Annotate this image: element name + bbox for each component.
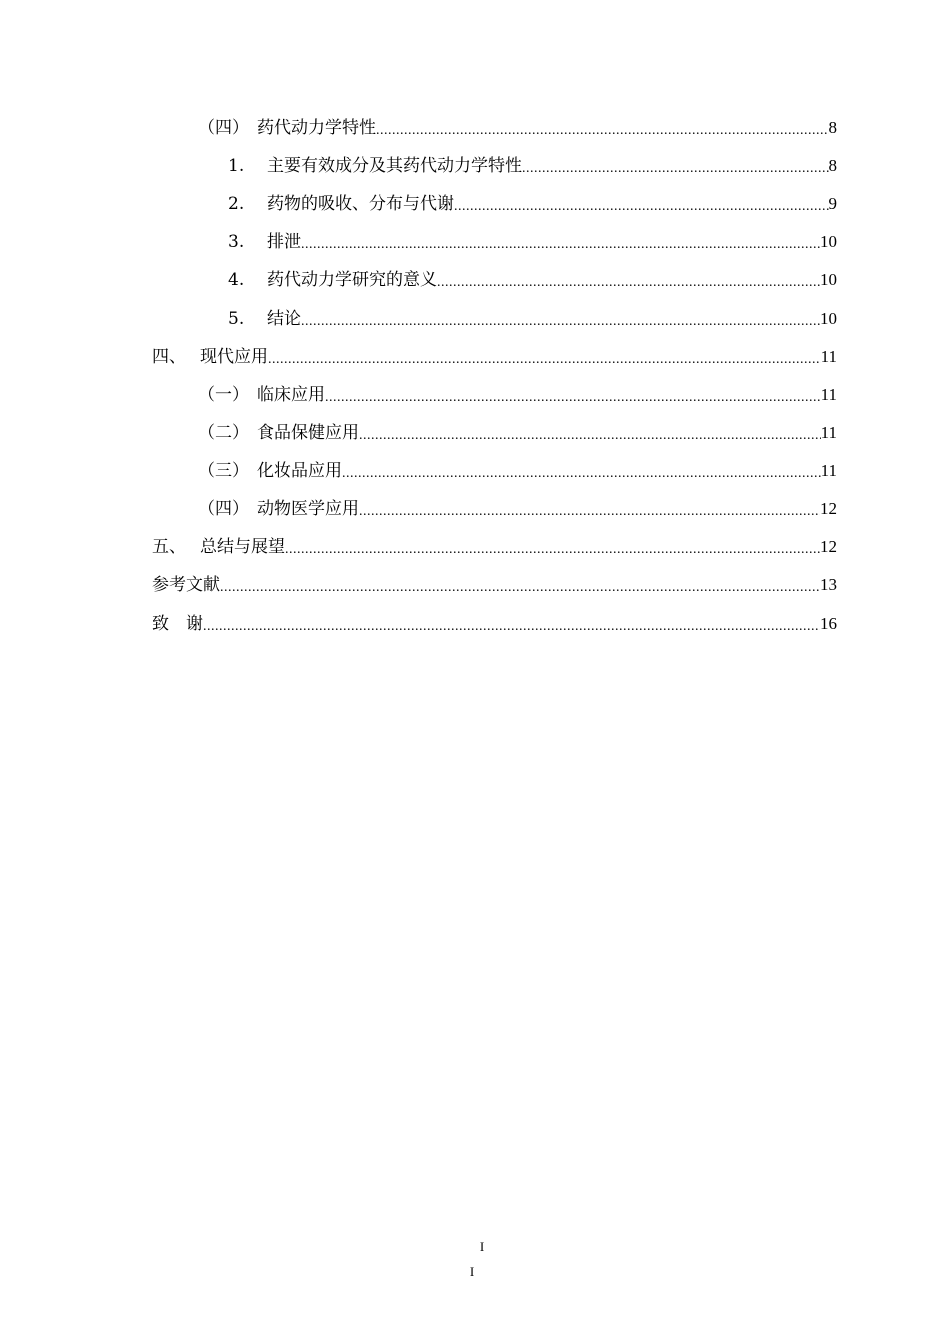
- toc-entry-number: （三）: [198, 461, 249, 481]
- toc-dot-leader: [437, 271, 820, 295]
- toc-entry-title: 排泄: [267, 232, 301, 252]
- toc-entry-page: 12: [820, 537, 837, 556]
- toc-entry-number: 四、: [152, 347, 186, 367]
- toc-entry-page: 11: [820, 347, 837, 366]
- toc-entry-page: 9: [828, 194, 837, 213]
- toc-entry-page: 10: [820, 232, 837, 251]
- toc-entry-number: 4.: [228, 270, 245, 290]
- toc-entry-pharmacokinetics[interactable]: [198, 116, 837, 140]
- toc-entry-title: 食品保健应用: [257, 423, 359, 443]
- toc-dot-leader: [285, 538, 820, 562]
- toc-entry-page: 12: [820, 499, 837, 518]
- toc-entry-references[interactable]: [152, 573, 837, 597]
- toc-entry-excretion[interactable]: [228, 230, 837, 254]
- toc-entry-number: （一）: [198, 385, 249, 405]
- toc-entry-cosmetics[interactable]: [198, 459, 837, 483]
- toc-entry-number: 五、: [152, 537, 186, 557]
- page-number-secondary: I: [469, 1264, 475, 1279]
- toc-entry-absorption[interactable]: [228, 192, 837, 216]
- toc-entry-title: 结论: [267, 309, 301, 329]
- toc-entry-title: 动物医学应用: [257, 499, 359, 519]
- toc-entry-number: （二）: [198, 423, 249, 443]
- toc-entry-number: 1.: [228, 156, 245, 176]
- toc-dot-leader: [522, 157, 829, 181]
- toc-entry-significance[interactable]: [228, 268, 837, 292]
- toc-entry-title: 化妆品应用: [257, 461, 342, 481]
- toc-entry-title: 临床应用: [257, 385, 325, 405]
- toc-entry-page: 11: [820, 423, 837, 442]
- toc-entry-title: 药代动力学特性: [257, 118, 376, 138]
- toc-dot-leader: [359, 500, 820, 524]
- toc-entry-conclusion[interactable]: [228, 307, 837, 331]
- toc-entry-title: 药物的吸收、分布与代谢: [267, 194, 454, 214]
- toc-entry-page: 8: [828, 156, 837, 175]
- toc-entry-title: 致 谢: [152, 614, 203, 634]
- toc-entry-number: 2.: [228, 194, 245, 214]
- toc-entry-page: 11: [820, 461, 837, 480]
- toc-entry-page: 8: [828, 118, 837, 137]
- toc-entry-page: 13: [820, 575, 837, 594]
- toc-entry-page: 10: [820, 309, 837, 328]
- toc-entry-veterinary[interactable]: [198, 497, 837, 521]
- toc-dot-leader: [268, 348, 821, 372]
- toc-entry-modern-applications[interactable]: [152, 345, 837, 369]
- toc-dot-leader: [301, 233, 820, 257]
- toc-entry-title: 现代应用: [200, 347, 268, 367]
- toc-entry-summary-outlook[interactable]: [152, 535, 837, 559]
- toc-dot-leader: [454, 195, 829, 219]
- toc-entry-title: 主要有效成分及其药代动力学特性: [267, 156, 522, 176]
- toc-dot-leader: [203, 615, 820, 639]
- toc-entry-page: 11: [820, 385, 837, 404]
- toc-entry-food-health[interactable]: [198, 421, 837, 445]
- toc-entry-active-ingredients[interactable]: [228, 154, 837, 178]
- toc-entry-page: 16: [820, 614, 837, 633]
- toc-dot-leader: [325, 386, 821, 410]
- toc-entry-title: 药代动力学研究的意义: [267, 270, 437, 290]
- toc-entry-acknowledgements[interactable]: [152, 612, 837, 636]
- toc-dot-leader: [301, 310, 820, 334]
- page-number: I: [479, 1239, 485, 1254]
- toc-entry-number: 5.: [228, 309, 245, 329]
- toc-entry-number: （四）: [198, 118, 249, 138]
- toc-entry-clinical[interactable]: [198, 383, 837, 407]
- toc-dot-leader: [220, 576, 820, 600]
- toc-entry-number: （四）: [198, 499, 249, 519]
- toc-entry-title: 总结与展望: [200, 537, 285, 557]
- toc-dot-leader: [376, 119, 829, 143]
- toc-dot-leader: [342, 462, 821, 486]
- toc-entry-title: 参考文献: [152, 575, 220, 595]
- toc-entry-page: 10: [820, 270, 837, 289]
- toc-entry-number: 3.: [228, 232, 245, 252]
- toc-dot-leader: [359, 424, 821, 448]
